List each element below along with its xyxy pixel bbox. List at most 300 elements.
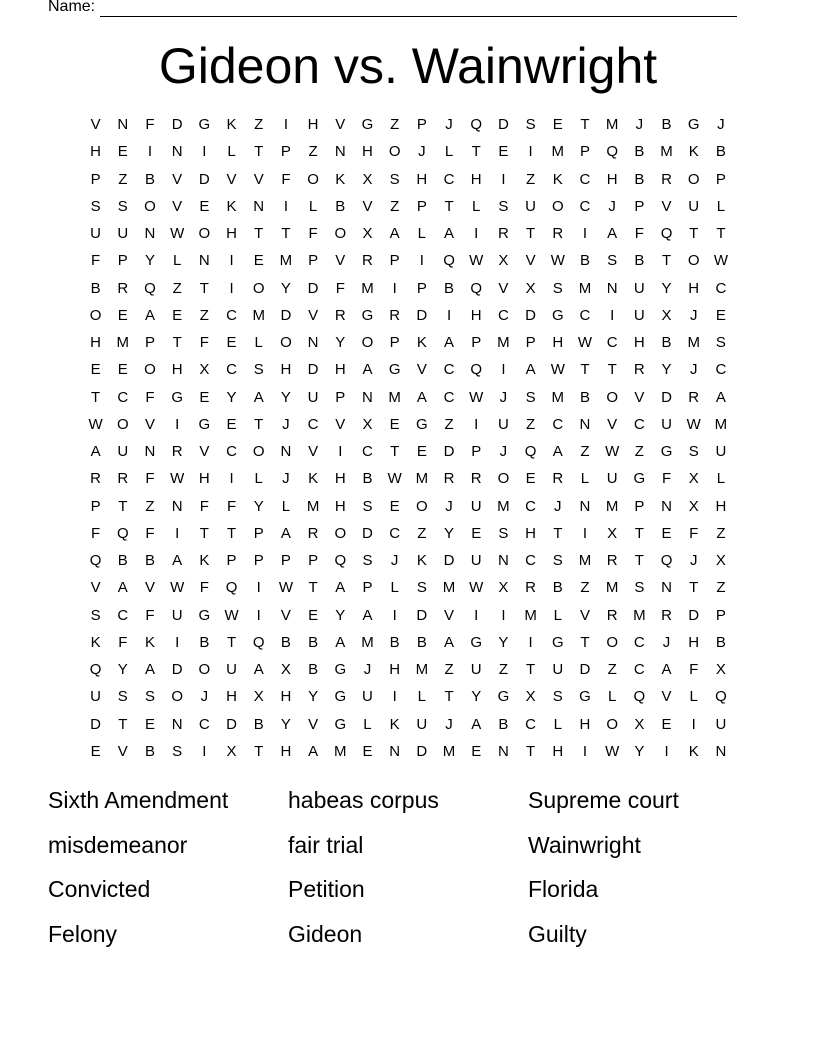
grid-letter[interactable]: J xyxy=(445,715,453,733)
grid-letter[interactable]: G xyxy=(198,415,211,433)
grid-letter[interactable]: T xyxy=(553,524,563,542)
grid-letter[interactable]: N xyxy=(579,415,591,433)
grid-letter[interactable]: C xyxy=(117,388,129,406)
grid-letter[interactable]: T xyxy=(471,143,481,161)
grid-letter[interactable]: Q xyxy=(89,661,102,678)
grid-letter[interactable]: K xyxy=(416,334,427,351)
grid-letter[interactable]: B xyxy=(280,633,291,651)
grid-letter[interactable]: V xyxy=(498,279,509,297)
grid-letter[interactable]: T xyxy=(634,552,644,569)
grid-letter[interactable]: T xyxy=(118,715,128,733)
grid-letter[interactable]: U xyxy=(90,225,102,242)
grid-letter[interactable]: Z xyxy=(498,661,508,678)
grid-letter[interactable]: E xyxy=(471,524,482,542)
grid-letter[interactable]: S xyxy=(389,170,400,188)
grid-letter[interactable]: D xyxy=(416,742,428,760)
grid-letter[interactable]: E xyxy=(362,742,373,760)
grid-letter[interactable]: B xyxy=(308,633,319,651)
grid-letter[interactable]: T xyxy=(118,497,128,515)
grid-letter[interactable]: C xyxy=(362,443,373,460)
grid-letter[interactable]: E xyxy=(471,742,482,760)
grid-letter[interactable]: E xyxy=(389,415,400,433)
grid-letter[interactable]: J xyxy=(662,633,671,651)
grid-letter[interactable]: E xyxy=(661,524,672,542)
grid-letter[interactable]: R xyxy=(362,252,373,270)
grid-letter[interactable]: D xyxy=(416,606,428,624)
grid-letter[interactable]: G xyxy=(416,415,428,433)
grid-letter[interactable]: G xyxy=(334,688,347,706)
grid-letter[interactable]: R xyxy=(661,170,672,188)
grid-letter[interactable]: B xyxy=(579,252,590,270)
grid-letter[interactable]: P xyxy=(280,143,291,161)
grid-letter[interactable]: T xyxy=(172,334,182,351)
grid-letter[interactable]: L xyxy=(553,606,562,624)
grid-letter[interactable]: P xyxy=(634,197,645,215)
grid-letter[interactable]: P xyxy=(389,252,400,270)
grid-letter[interactable]: S xyxy=(715,334,726,351)
grid-letter[interactable]: O xyxy=(280,334,292,351)
grid-letter[interactable]: P xyxy=(416,197,427,215)
grid-letter[interactable]: E xyxy=(199,197,210,215)
grid-letter[interactable]: Q xyxy=(144,279,156,297)
grid-letter[interactable]: V xyxy=(117,742,128,760)
grid-letter[interactable]: E xyxy=(389,497,400,515)
grid-letter[interactable]: Z xyxy=(308,143,318,161)
grid-letter[interactable]: V xyxy=(525,252,536,270)
grid-letter[interactable]: G xyxy=(470,633,483,651)
grid-letter[interactable]: S xyxy=(552,552,563,569)
grid-letter[interactable]: D xyxy=(579,661,591,678)
grid-letter[interactable]: I xyxy=(610,306,615,324)
grid-letter[interactable]: U xyxy=(470,661,482,678)
grid-letter[interactable]: H xyxy=(334,470,346,488)
grid-letter[interactable]: Z xyxy=(417,524,427,542)
grid-letter[interactable]: N xyxy=(307,334,319,351)
grid-letter[interactable]: J xyxy=(689,306,698,324)
grid-letter[interactable]: O xyxy=(89,306,102,324)
grid-letter[interactable]: B xyxy=(253,715,264,733)
grid-letter[interactable]: F xyxy=(199,497,209,515)
grid-letter[interactable]: P xyxy=(335,388,346,406)
grid-letter[interactable]: I xyxy=(392,606,397,624)
grid-letter[interactable]: Y xyxy=(661,279,672,297)
grid-letter[interactable]: S xyxy=(607,252,618,270)
grid-letter[interactable]: U xyxy=(633,279,645,297)
grid-letter[interactable]: M xyxy=(687,334,700,351)
grid-letter[interactable]: F xyxy=(335,279,345,297)
grid-letter[interactable]: O xyxy=(171,688,183,706)
grid-letter[interactable]: H xyxy=(171,361,183,379)
grid-letter[interactable]: P xyxy=(253,552,264,569)
grid-letter[interactable]: P xyxy=(416,279,427,297)
grid-letter[interactable]: J xyxy=(608,197,616,215)
grid-letter[interactable]: C xyxy=(579,197,591,215)
grid-letter[interactable]: F xyxy=(145,116,155,133)
grid-letter[interactable]: T xyxy=(661,252,672,270)
name-blank-line[interactable] xyxy=(100,1,737,17)
grid-letter[interactable]: I xyxy=(283,197,288,215)
grid-letter[interactable]: C xyxy=(633,661,645,678)
grid-letter[interactable]: I xyxy=(582,524,588,542)
grid-letter[interactable]: L xyxy=(172,252,182,270)
grid-letter[interactable]: X xyxy=(362,415,373,433)
grid-letter[interactable]: O xyxy=(497,470,510,488)
grid-letter[interactable]: B xyxy=(144,742,155,760)
grid-letter[interactable]: D xyxy=(307,279,319,297)
grid-letter[interactable]: L xyxy=(417,225,427,242)
grid-letter[interactable]: S xyxy=(552,688,563,706)
grid-letter[interactable]: U xyxy=(715,443,727,460)
grid-letter[interactable]: Q xyxy=(225,579,238,597)
grid-letter[interactable]: B xyxy=(90,279,101,297)
grid-letter[interactable]: L xyxy=(308,197,318,215)
grid-letter[interactable]: V xyxy=(335,116,346,133)
grid-letter[interactable]: M xyxy=(578,552,592,569)
grid-letter[interactable]: I xyxy=(528,143,533,161)
grid-letter[interactable]: D xyxy=(688,606,700,624)
grid-letter[interactable]: C xyxy=(443,361,455,379)
grid-letter[interactable]: V xyxy=(607,415,618,433)
grid-letter[interactable]: Z xyxy=(580,443,590,460)
grid-letter[interactable]: O xyxy=(416,497,428,515)
grid-letter[interactable]: E xyxy=(144,715,155,733)
grid-letter[interactable]: P xyxy=(579,143,590,161)
grid-letter[interactable]: T xyxy=(526,225,536,242)
grid-letter[interactable]: F xyxy=(145,388,155,406)
grid-letter[interactable]: A xyxy=(552,443,563,460)
grid-letter[interactable]: O xyxy=(361,334,374,351)
grid-letter[interactable]: P xyxy=(253,524,264,542)
grid-letter[interactable]: L xyxy=(689,688,698,706)
grid-letter[interactable]: Z xyxy=(118,170,128,188)
grid-letter[interactable]: P xyxy=(416,116,427,133)
grid-letter[interactable]: N xyxy=(171,715,183,733)
grid-letter[interactable]: A xyxy=(144,661,155,678)
grid-letter[interactable]: G xyxy=(660,443,673,460)
grid-letter[interactable]: K xyxy=(552,170,563,188)
grid-letter[interactable]: R xyxy=(606,606,618,624)
grid-letter[interactable]: E xyxy=(226,334,237,351)
grid-letter[interactable]: I xyxy=(501,606,506,624)
grid-letter[interactable]: A xyxy=(471,715,482,733)
grid-letter[interactable]: T xyxy=(91,388,101,406)
grid-letter[interactable]: H xyxy=(362,143,373,161)
grid-letter[interactable]: H xyxy=(688,633,700,651)
grid-letter[interactable]: L xyxy=(472,197,481,215)
grid-letter[interactable]: C xyxy=(226,443,237,460)
grid-letter[interactable]: N xyxy=(661,579,672,597)
grid-letter[interactable]: Y xyxy=(335,334,346,351)
grid-letter[interactable]: L xyxy=(607,688,617,706)
grid-letter[interactable]: Q xyxy=(660,225,673,242)
grid-letter[interactable]: S xyxy=(688,443,699,460)
grid-letter[interactable]: M xyxy=(497,497,510,515)
grid-letter[interactable]: O xyxy=(388,143,401,161)
grid-letter[interactable]: L xyxy=(390,579,399,597)
grid-letter[interactable]: E xyxy=(308,606,319,624)
grid-letter[interactable]: M xyxy=(116,334,130,351)
grid-letter[interactable]: K xyxy=(688,143,699,161)
grid-letter[interactable]: A xyxy=(715,388,726,406)
grid-letter[interactable]: M xyxy=(660,143,673,161)
grid-letter[interactable]: W xyxy=(224,606,239,624)
grid-letter[interactable]: X xyxy=(498,579,509,597)
grid-letter[interactable]: H xyxy=(525,524,537,542)
grid-letter[interactable]: I xyxy=(474,415,479,433)
grid-letter[interactable]: H xyxy=(280,688,292,706)
grid-letter[interactable]: Y xyxy=(226,388,237,406)
grid-letter[interactable]: T xyxy=(689,225,699,242)
grid-letter[interactable]: S xyxy=(172,742,183,760)
grid-letter[interactable]: M xyxy=(388,388,401,406)
grid-letter[interactable]: Y xyxy=(661,361,672,379)
grid-letter[interactable]: L xyxy=(716,470,726,488)
grid-letter[interactable]: M xyxy=(524,606,537,624)
grid-letter[interactable]: E xyxy=(715,306,726,324)
grid-letter[interactable]: B xyxy=(199,633,210,651)
grid-letter[interactable]: Q xyxy=(660,552,673,569)
grid-letter[interactable]: Z xyxy=(526,170,536,188)
grid-letter[interactable]: O xyxy=(687,170,700,188)
grid-letter[interactable]: H xyxy=(226,225,237,242)
grid-letter[interactable]: Z xyxy=(526,415,536,433)
grid-letter[interactable]: V xyxy=(661,197,672,215)
grid-letter[interactable]: L xyxy=(444,143,454,161)
grid-letter[interactable]: B xyxy=(715,143,726,161)
grid-letter[interactable]: Q xyxy=(470,279,483,297)
grid-letter[interactable]: I xyxy=(175,415,180,433)
grid-letter[interactable]: V xyxy=(199,443,210,460)
grid-letter[interactable]: O xyxy=(198,661,211,678)
grid-letter[interactable]: J xyxy=(445,116,453,133)
grid-letter[interactable]: J xyxy=(282,415,290,433)
grid-letter[interactable]: O xyxy=(252,443,265,460)
grid-letter[interactable]: G xyxy=(497,688,510,706)
grid-letter[interactable]: Y xyxy=(280,388,291,406)
grid-letter[interactable]: I xyxy=(147,143,153,161)
grid-letter[interactable]: J xyxy=(499,388,508,406)
grid-letter[interactable]: Z xyxy=(607,661,617,678)
grid-letter[interactable]: C xyxy=(226,306,237,324)
grid-letter[interactable]: J xyxy=(635,116,644,133)
grid-letter[interactable]: A xyxy=(416,388,427,406)
grid-letter[interactable]: M xyxy=(415,661,429,678)
grid-letter[interactable]: N xyxy=(117,116,129,133)
grid-letter[interactable]: S xyxy=(117,688,128,706)
grid-letter[interactable]: E xyxy=(172,306,183,324)
grid-letter[interactable]: U xyxy=(307,388,319,406)
grid-letter[interactable]: O xyxy=(334,225,347,242)
grid-letter[interactable]: M xyxy=(361,279,374,297)
grid-letter[interactable]: J xyxy=(689,552,698,569)
grid-letter[interactable]: W xyxy=(550,361,565,379)
grid-letter[interactable]: W xyxy=(170,225,185,242)
grid-letter[interactable]: X xyxy=(634,715,645,733)
grid-letter[interactable]: A xyxy=(362,361,373,379)
grid-letter[interactable]: T xyxy=(226,633,237,651)
grid-letter[interactable]: C xyxy=(633,633,645,651)
grid-letter[interactable]: W xyxy=(88,415,103,433)
grid-letter[interactable]: U xyxy=(470,552,482,569)
grid-letter[interactable]: D xyxy=(525,306,537,324)
grid-letter[interactable]: N xyxy=(253,197,265,215)
grid-letter[interactable]: I xyxy=(202,742,207,760)
grid-letter[interactable]: P xyxy=(389,334,400,351)
grid-letter[interactable]: U xyxy=(470,497,482,515)
grid-letter[interactable]: A xyxy=(444,334,455,351)
grid-letter[interactable]: T xyxy=(254,225,264,242)
grid-letter[interactable]: C xyxy=(443,388,455,406)
grid-letter[interactable]: Z xyxy=(716,524,726,542)
grid-letter[interactable]: E xyxy=(117,361,128,379)
grid-letter[interactable]: H xyxy=(552,334,564,351)
grid-letter[interactable]: C xyxy=(525,552,537,569)
grid-letter[interactable]: F xyxy=(661,470,672,488)
grid-letter[interactable]: C xyxy=(715,361,727,379)
grid-letter[interactable]: V xyxy=(226,170,237,188)
grid-letter[interactable]: M xyxy=(334,742,347,760)
grid-letter[interactable]: V xyxy=(90,116,101,133)
grid-letter[interactable]: C xyxy=(307,415,319,433)
grid-letter[interactable]: K xyxy=(416,552,427,569)
grid-letter[interactable]: J xyxy=(717,116,725,133)
grid-letter[interactable]: T xyxy=(580,116,590,133)
grid-letter[interactable]: I xyxy=(175,633,180,651)
grid-letter[interactable]: E xyxy=(552,116,563,133)
grid-letter[interactable]: B xyxy=(498,715,509,733)
grid-letter[interactable]: Y xyxy=(253,497,264,515)
grid-letter[interactable]: S xyxy=(362,497,373,515)
grid-letter[interactable]: U xyxy=(416,715,428,733)
grid-letter[interactable]: A xyxy=(389,225,400,242)
grid-letter[interactable]: X xyxy=(226,742,237,760)
grid-letter[interactable]: H xyxy=(470,306,482,324)
grid-letter[interactable]: L xyxy=(254,470,263,488)
grid-letter[interactable]: C xyxy=(117,606,129,624)
grid-letter[interactable]: U xyxy=(552,661,564,678)
grid-letter[interactable]: D xyxy=(362,524,373,542)
grid-letter[interactable]: G xyxy=(198,116,211,133)
grid-letter[interactable]: R xyxy=(525,579,537,597)
grid-letter[interactable]: H xyxy=(715,497,727,515)
grid-letter[interactable]: R xyxy=(117,470,129,488)
grid-letter[interactable]: X xyxy=(688,470,699,488)
grid-letter[interactable]: T xyxy=(199,524,209,542)
grid-letter[interactable]: H xyxy=(688,279,700,297)
grid-letter[interactable]: G xyxy=(388,361,401,379)
grid-letter[interactable]: Z xyxy=(634,443,644,460)
grid-letter[interactable]: I xyxy=(528,633,533,651)
grid-letter[interactable]: E xyxy=(661,715,672,733)
grid-letter[interactable]: S xyxy=(552,279,563,297)
grid-letter[interactable]: D xyxy=(416,306,428,324)
grid-letter[interactable]: I xyxy=(582,225,588,242)
grid-letter[interactable]: I xyxy=(392,279,397,297)
grid-letter[interactable]: T xyxy=(526,742,536,760)
grid-letter[interactable]: I xyxy=(256,579,261,597)
grid-letter[interactable]: U xyxy=(117,443,129,460)
grid-letter[interactable]: B xyxy=(335,197,346,215)
grid-letter[interactable]: Z xyxy=(254,116,264,133)
grid-letter[interactable]: G xyxy=(171,388,183,406)
grid-letter[interactable]: C xyxy=(525,497,537,515)
grid-letter[interactable]: V xyxy=(444,606,455,624)
grid-letter[interactable]: G xyxy=(579,688,591,706)
grid-letter[interactable]: Y xyxy=(471,688,482,706)
grid-letter[interactable]: S xyxy=(253,361,264,379)
grid-letter[interactable]: T xyxy=(580,361,590,379)
grid-letter[interactable]: T xyxy=(444,197,454,215)
grid-letter[interactable]: W xyxy=(713,252,728,270)
grid-letter[interactable]: A xyxy=(444,633,455,651)
grid-letter[interactable]: K xyxy=(226,116,237,133)
grid-letter[interactable]: H xyxy=(198,470,210,488)
grid-letter[interactable]: W xyxy=(469,388,484,406)
grid-letter[interactable]: U xyxy=(525,197,537,215)
grid-letter[interactable]: P xyxy=(226,552,237,569)
grid-letter[interactable]: H xyxy=(90,334,102,351)
grid-letter[interactable]: X xyxy=(525,688,536,706)
grid-letter[interactable]: P xyxy=(471,334,482,351)
grid-letter[interactable]: Q xyxy=(524,443,537,460)
grid-letter[interactable]: V xyxy=(308,443,319,460)
grid-letter[interactable]: P xyxy=(90,170,101,188)
grid-letter[interactable]: Q xyxy=(633,688,646,706)
grid-letter[interactable]: B xyxy=(144,170,155,188)
grid-letter[interactable]: T xyxy=(607,361,617,379)
grid-letter[interactable]: Q xyxy=(470,116,483,133)
grid-letter[interactable]: V xyxy=(172,170,183,188)
grid-letter[interactable]: V xyxy=(280,606,291,624)
grid-letter[interactable]: M xyxy=(633,606,646,624)
grid-letter[interactable]: Z xyxy=(145,497,155,515)
grid-letter[interactable]: P xyxy=(117,252,128,270)
grid-letter[interactable]: D xyxy=(226,715,237,733)
grid-letter[interactable]: V xyxy=(172,197,183,215)
grid-letter[interactable]: J xyxy=(689,361,698,379)
grid-letter[interactable]: H xyxy=(280,742,292,760)
grid-letter[interactable]: V xyxy=(634,388,645,406)
grid-letter[interactable]: T xyxy=(308,579,318,597)
grid-letter[interactable]: Y xyxy=(444,524,455,542)
grid-letter[interactable]: O xyxy=(307,170,319,188)
grid-letter[interactable]: S xyxy=(362,552,373,569)
grid-letter[interactable]: F xyxy=(689,524,699,542)
grid-letter[interactable]: M xyxy=(605,116,619,133)
grid-letter[interactable]: H xyxy=(226,688,237,706)
grid-letter[interactable]: I xyxy=(474,606,479,624)
grid-letter[interactable]: M xyxy=(442,579,456,597)
grid-letter[interactable]: U xyxy=(117,225,129,242)
grid-letter[interactable]: P xyxy=(634,497,645,515)
grid-letter[interactable]: S xyxy=(90,197,101,215)
grid-letter[interactable]: L xyxy=(363,715,372,733)
grid-letter[interactable]: O xyxy=(334,524,347,542)
grid-letter[interactable]: M xyxy=(551,143,565,161)
grid-letter[interactable]: U xyxy=(715,715,727,733)
grid-letter[interactable]: D xyxy=(661,388,672,406)
grid-letter[interactable]: W xyxy=(170,579,185,597)
grid-letter[interactable]: M xyxy=(361,633,374,651)
grid-letter[interactable]: S xyxy=(144,688,155,706)
grid-letter[interactable]: H xyxy=(389,661,401,678)
grid-letter[interactable]: I xyxy=(446,306,452,324)
grid-letter[interactable]: P xyxy=(471,443,482,460)
grid-letter[interactable]: E xyxy=(117,143,128,161)
grid-letter[interactable]: P xyxy=(715,606,726,624)
grid-letter[interactable]: K xyxy=(199,552,210,569)
grid-letter[interactable]: A xyxy=(335,579,346,597)
